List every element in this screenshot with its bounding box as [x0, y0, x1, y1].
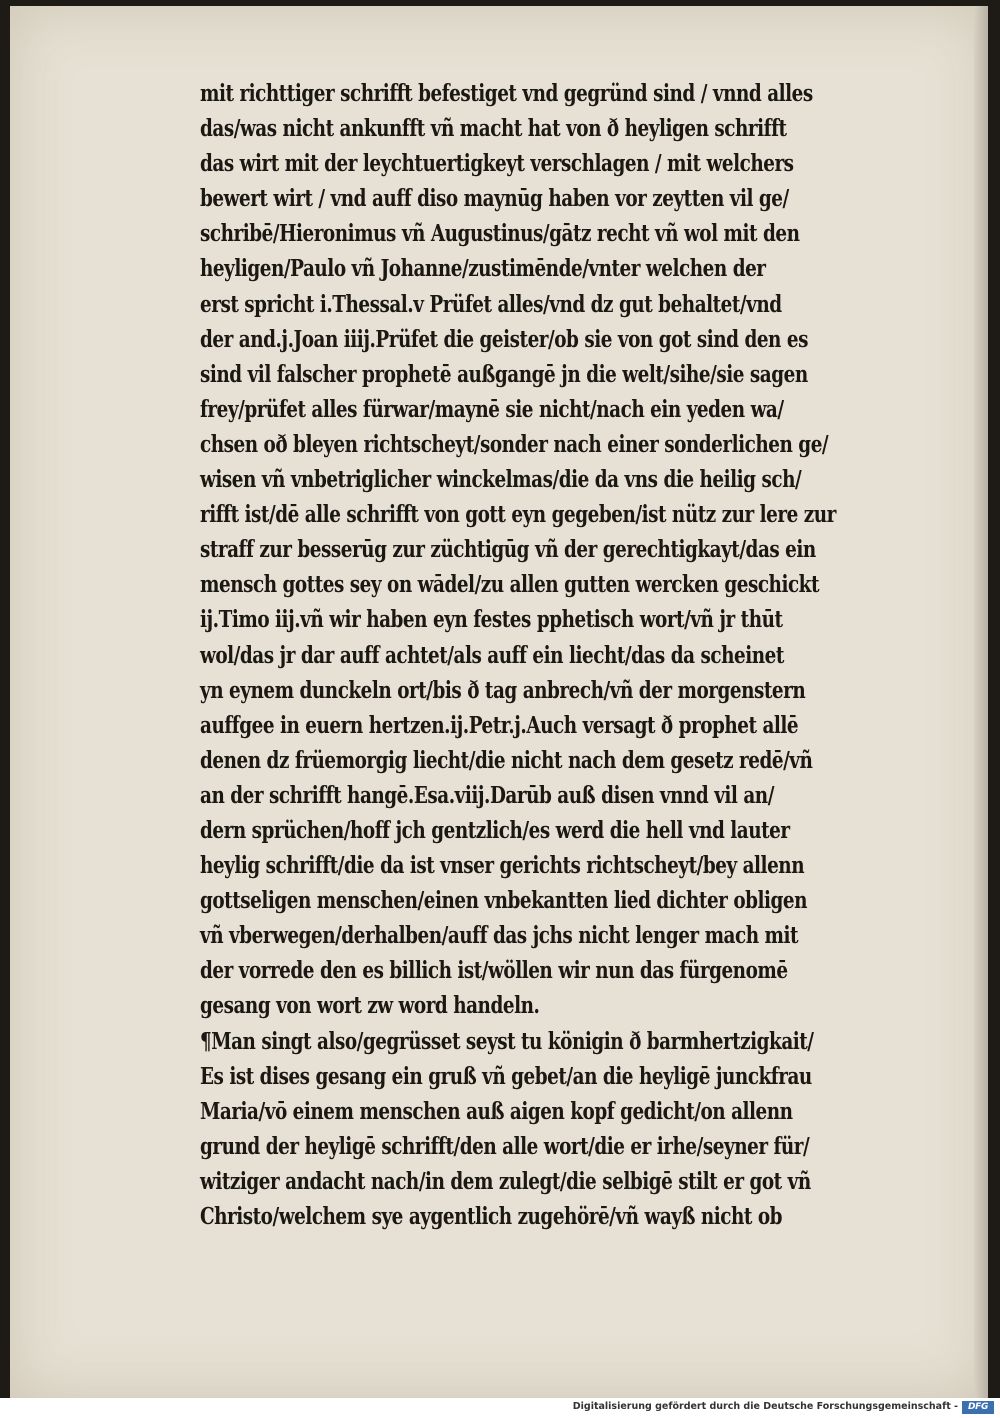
text-line: wisen vñ vnbetriglicher winckelmas/die da vns die heilig sch/ — [200, 466, 802, 494]
text-line: rifft ist/dē alle schrifft von gott eyn gegeben/ist nütz zur lere zur — [200, 501, 836, 529]
footer-bar — [0, 1398, 1000, 1418]
text-line: grund der heyligē schrifft/den alle wort/die er irhe/seyner für/ — [200, 1132, 810, 1160]
text-line: bewert wirt / vnd auff diso maynūg haben vor zeytten vil ge/ — [200, 185, 789, 213]
text-line: yn eynem dunckeln ort/bis ð tag anbrech/vñ der morgenstern — [200, 676, 806, 704]
text-line: das wirt mit der leychtuertigkeyt verschlagen / mit welchers — [200, 150, 794, 178]
text-line: an der schrifft hangē.Esa.viij.Darūb auß disen vnnd vil an/ — [200, 781, 774, 809]
text-block — [200, 76, 945, 1234]
text-line: heylig schrifft/die da ist vnser gerichts richtscheyt/bey allenn — [200, 852, 805, 880]
text-line: chsen oð bleyen richtscheyt/sonder nach einer sonderlichen ge/ — [200, 430, 829, 458]
funding-credit: Digitalisierung gefördert durch die Deutsche Forschungsgemeinschaft - — [572, 1401, 958, 1412]
text-line: erst spricht i.Thessal.v Prüfet alles/vnd dz gut behaltet/vnd — [200, 290, 782, 318]
text-line: witziger andacht nach/in dem zulegt/die selbigē stilt er got vñ — [200, 1167, 811, 1195]
text-line: gesang von wort zw word handeln. — [200, 992, 540, 1020]
text-line: vñ vberwegen/derhalben/auff das jchs nicht lenger mach mit — [200, 922, 799, 950]
text-line: Maria/vō einem menschen auß aigen kopf gedicht/on allenn — [200, 1097, 793, 1125]
text-line: schribē/Hieronimus vñ Augustinus/gātz recht vñ wol mit den — [200, 220, 800, 248]
text-line: straff zur besserūg zur züchtigūg vñ der gerechtigkayt/das ein — [200, 536, 816, 564]
text-line: der vorrede den es billich ist/wöllen wir nun das fürgenomē — [200, 957, 788, 985]
text-line: gottseligen menschen/einen vnbekantten lied dichter obligen — [200, 887, 808, 915]
text-line: ¶Man singt also/gegrüsset seyst tu königin ð barmhertzigkait/ — [200, 1027, 814, 1055]
text-line: frey/prüfet alles fürwar/maynē sie nicht/nach ein yeden wa/ — [200, 395, 784, 423]
page-edge — [974, 6, 988, 1398]
text-line: das/was nicht ankunfft vñ macht hat von ð heyligen schrifft — [200, 115, 787, 143]
text-line: mit richttiger schrifft befestiget vnd gegründ sind / vnnd alles — [200, 80, 813, 107]
text-line: wol/das jr dar auff achtet/als auff ein liecht/das da scheinet — [200, 641, 784, 669]
text-line: Christo/welchem sye aygentlich zugehörē/vñ wayß nicht ob — [200, 1203, 783, 1230]
text-line: auffgee in euern hertzen.ij.Petr.j.Auch versagt ð prophet allē — [200, 711, 799, 739]
text-line: mensch gottes sey on wādel/zu allen gutten wercken geschickt — [200, 571, 819, 599]
text-line: denen dz früemorgig liecht/die nicht nach dem gesetz redē/vñ — [200, 746, 813, 774]
text-line: heyligen/Paulo vñ Johanne/zustimēnde/vnter welchen der — [200, 255, 766, 283]
book-page — [10, 6, 988, 1398]
text-line: ij.Timo iij.vñ wir haben eyn festes pphetisch wort/vñ jr thūt — [200, 606, 783, 634]
dfg-logo: DFG — [962, 1401, 994, 1414]
text-line: dern sprüchen/hoff jch gentzlich/es werd die hell vnd lauter — [200, 816, 790, 844]
text-line: der and.j.Joan iiij.Prüfet die geister/ob sie von got sind den es — [200, 325, 808, 353]
text-line: sind vil falscher prophetē außgangē jn die welt/sihe/sie sagen — [200, 360, 808, 388]
text-line: Es ist dises gesang ein gruß vñ gebet/an die heyligē junckfrau — [200, 1062, 812, 1090]
